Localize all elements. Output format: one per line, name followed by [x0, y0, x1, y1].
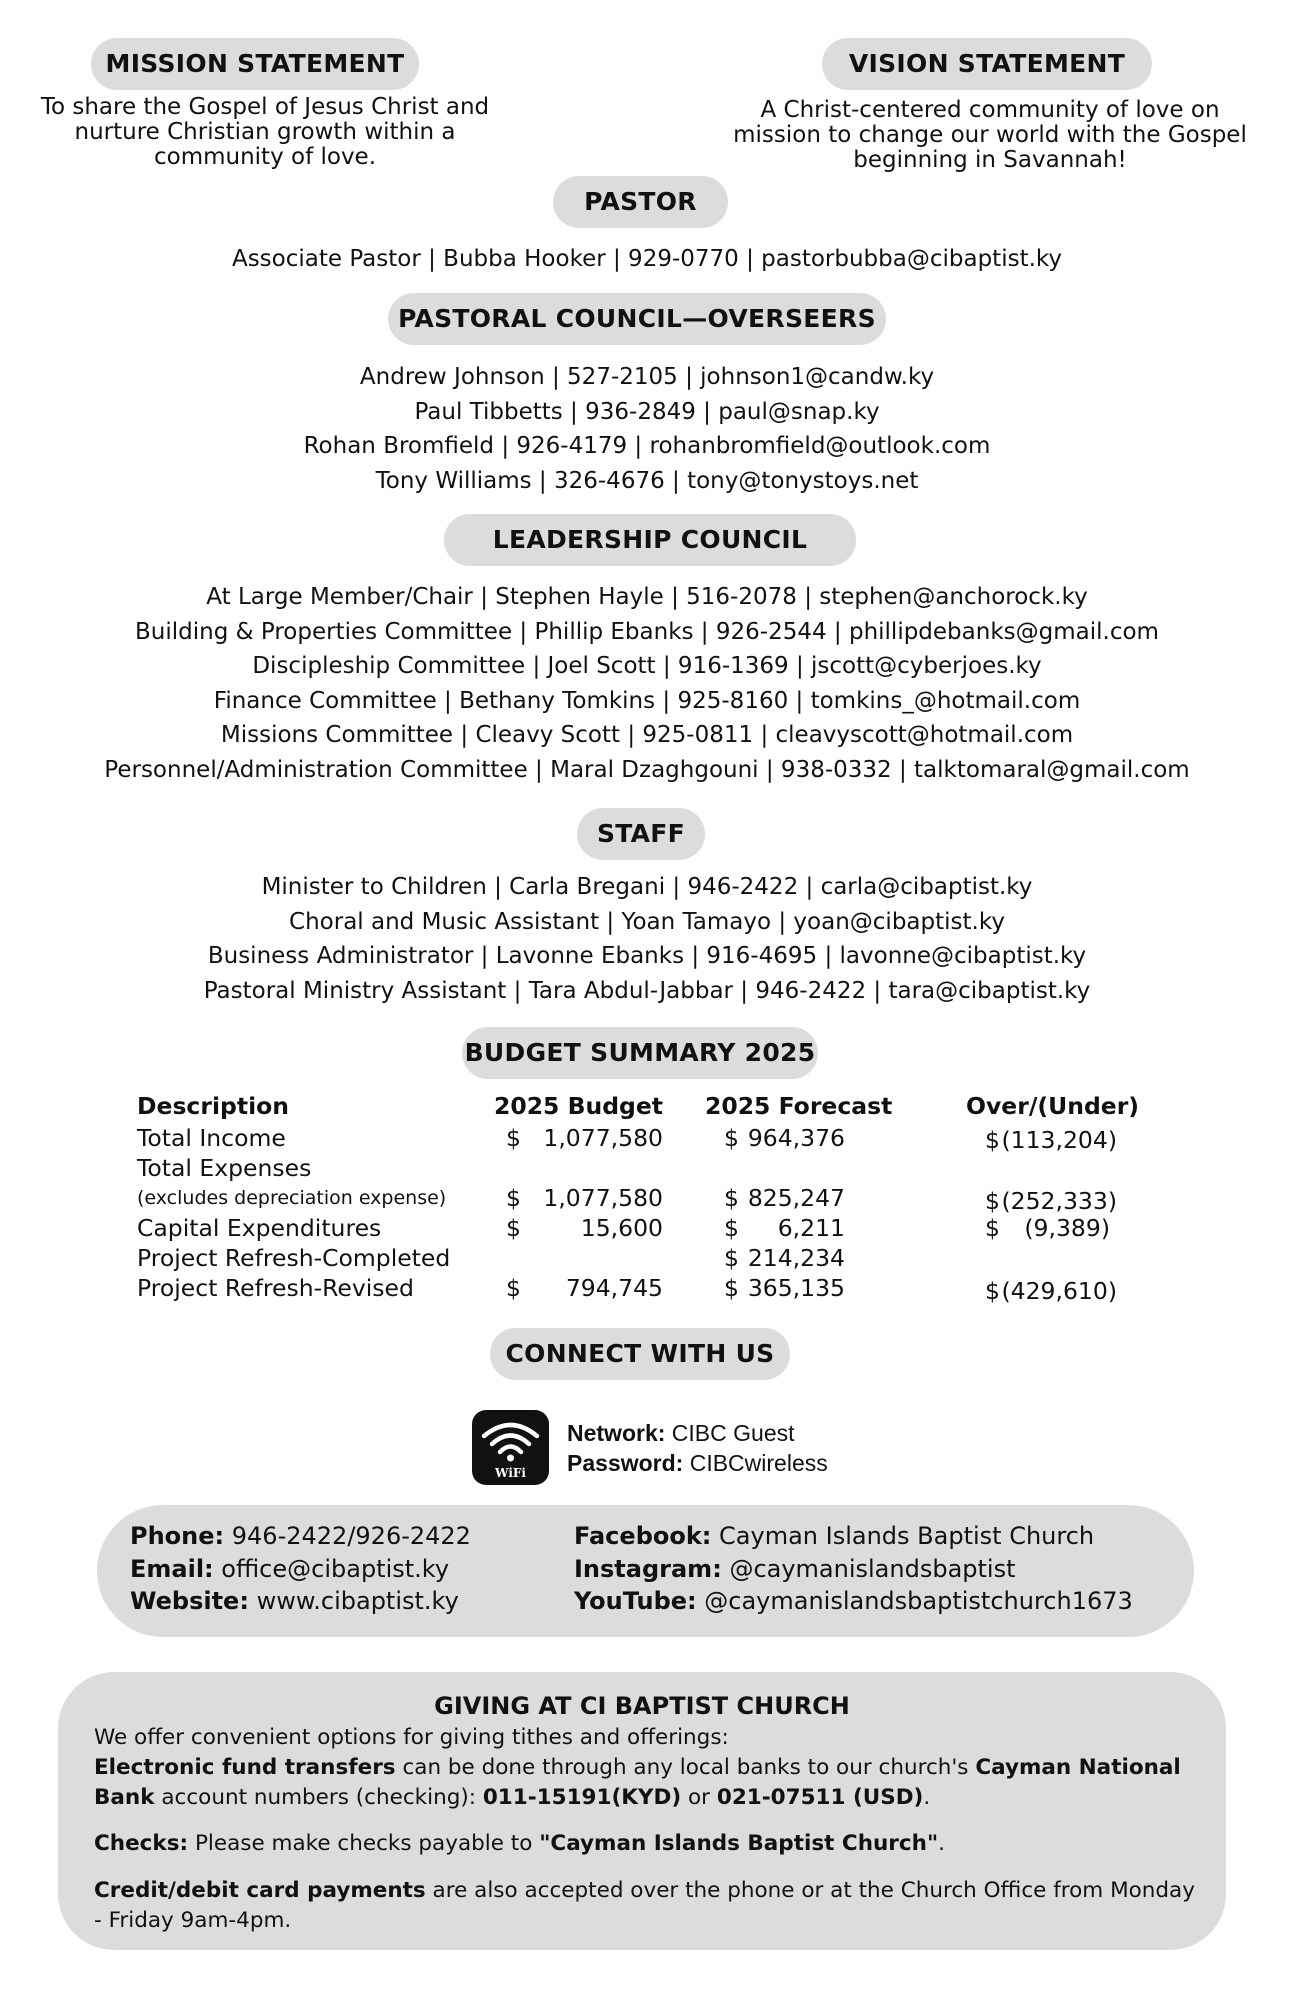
forecast-value: 365,135: [747, 1274, 845, 1302]
mission-line: community of love.: [153, 144, 377, 170]
mission-text: [20, 95, 510, 170]
contact-left-column: [130, 1520, 471, 1618]
checks-label: Checks:: [94, 1831, 189, 1856]
forecast-currency: $: [724, 1184, 739, 1212]
password-value: CIBCwireless: [689, 1450, 828, 1476]
budget-value: 1,077,580: [543, 1184, 663, 1212]
checks-end: .: [938, 1831, 945, 1856]
eft-bank: Cayman National Bank: [94, 1755, 1181, 1810]
vision-heading: VISION STATEMENT: [822, 38, 1152, 90]
phone-label: Phone:: [130, 1522, 225, 1550]
vision-line: beginning in Savannah!: [853, 147, 1127, 173]
eft-or: or: [681, 1785, 717, 1810]
contact-right-column: [574, 1520, 1133, 1618]
forecast-currency: $: [724, 1124, 739, 1152]
youtube-label: YouTube:: [574, 1587, 697, 1615]
list-item: Business Administrator | Lavonne Ebanks | 916-4695 | lavonne@cibaptist.ky: [207, 943, 1087, 969]
card-label: Credit/debit card payments: [94, 1878, 426, 1903]
contact-website: [130, 1585, 471, 1618]
giving-checks: [94, 1829, 1204, 1859]
budget-header-row: [137, 1092, 1157, 1122]
eft-account-kyd: 011-15191(KYD): [482, 1785, 682, 1810]
giving-card: [94, 1876, 1204, 1936]
list-item: Andrew Johnson | 527-2105 | johnson1@candw.ky: [359, 364, 935, 390]
wifi-glyph-icon: [472, 1410, 549, 1485]
network-value: CIBC Guest: [671, 1420, 795, 1446]
over-value: (429,610): [1001, 1277, 1117, 1305]
instagram-link[interactable]: @caymanislandsbaptist: [729, 1554, 1016, 1583]
vision-text: [710, 98, 1270, 173]
list-item: Rohan Bromfield | 926-4179 | rohanbromfield@outlook.com: [303, 433, 991, 459]
budget-currency: $: [506, 1184, 521, 1212]
network-label: Network:: [567, 1420, 666, 1446]
over-value: (113,204): [1001, 1126, 1117, 1154]
table-row: [137, 1244, 1157, 1274]
pastor-section: [0, 242, 1294, 277]
budget-currency: $: [506, 1214, 521, 1242]
mission-heading: MISSION STATEMENT: [91, 38, 419, 90]
over-currency: $: [985, 1277, 1000, 1305]
vision-line: mission to change our world with the Gospel: [733, 122, 1247, 148]
budget-desc: Capital Expenditures: [137, 1214, 382, 1242]
budget-desc: Project Refresh-Revised: [137, 1274, 414, 1302]
table-row: [137, 1274, 1157, 1304]
forecast-value: 214,234: [747, 1244, 845, 1272]
over-currency: $: [985, 1214, 1000, 1242]
staff-heading: STAFF: [577, 808, 705, 860]
leadership-council-heading: LEADERSHIP COUNCIL: [444, 514, 856, 566]
contact-facebook: [574, 1520, 1133, 1553]
list-item: Choral and Music Assistant | Yoan Tamayo | yoan@cibaptist.ky: [289, 908, 1005, 935]
wifi-icon-label: WiFi: [495, 1466, 526, 1480]
wifi-network: [567, 1418, 828, 1448]
list-item: Finance Committee | Bethany Tomkins | 925-8160 | tomkins_@hotmail.com: [213, 687, 1081, 714]
card-text: are also accepted over the phone or at the Church Office from Monday - Friday 9am-4pm.: [94, 1878, 1195, 1933]
forecast-currency: $: [724, 1274, 739, 1302]
list-item: Missions Committee | Cleavy Scott | 925-0811 | cleavyscott@hotmail.com: [220, 722, 1074, 748]
giving-box: [58, 1672, 1226, 1950]
list-item: Discipleship Committee | Joel Scott | 916-1369 | jscott@cyberjoes.ky: [252, 653, 1042, 679]
forecast-currency: $: [724, 1244, 739, 1272]
budget-currency: $: [506, 1124, 521, 1152]
budget-desc: Project Refresh-Completed: [137, 1244, 451, 1272]
phone-value[interactable]: 946-2422/926-2422: [231, 1522, 471, 1550]
budget-currency: $: [506, 1274, 521, 1302]
instagram-label: Instagram:: [574, 1554, 722, 1583]
email-link[interactable]: office@cibaptist.ky: [221, 1554, 450, 1583]
pastor-heading: PASTOR: [553, 176, 728, 228]
contact-phone: [130, 1520, 471, 1553]
youtube-link[interactable]: @caymanislandsbaptistchurch1673: [704, 1587, 1133, 1615]
budget-col-over: Over/(Under): [966, 1092, 1140, 1120]
password-label: Password:: [567, 1450, 684, 1476]
budget-value: 794,745: [565, 1274, 663, 1302]
over-value: (252,333): [1001, 1187, 1117, 1215]
contact-box: [97, 1505, 1194, 1637]
contact-email: [130, 1553, 471, 1586]
giving-heading: GIVING AT CI BAPTIST CHURCH: [434, 1692, 850, 1720]
list-item: Building & Properties Committee | Phillip Ebanks | 926-2544 | phillipdebanks@gmail.com: [135, 618, 1159, 645]
facebook-link[interactable]: Cayman Islands Baptist Church: [719, 1522, 1095, 1550]
budget-value: 15,600: [580, 1214, 663, 1242]
contact-instagram: [574, 1553, 1133, 1586]
over-currency: $: [985, 1187, 1000, 1215]
website-label: Website:: [130, 1587, 249, 1615]
eft-text: can be done through any local banks to our church's: [395, 1755, 976, 1780]
budget-desc: Total Expenses: [137, 1154, 312, 1182]
budget-col-description: Description: [137, 1092, 289, 1120]
connect-heading: CONNECT WITH US: [490, 1328, 790, 1380]
eft-text-2: account numbers (checking):: [154, 1785, 483, 1810]
list-item: Tony Williams | 326-4676 | tony@tonystoys.net: [375, 467, 919, 494]
over-value: (9,389): [1024, 1214, 1110, 1242]
checks-text: Please make checks payable to: [188, 1831, 540, 1856]
eft-end: .: [923, 1785, 931, 1810]
pastoral-council-heading: PASTORAL COUNCIL—OVERSEERS: [388, 293, 886, 345]
wifi-password: [567, 1448, 828, 1478]
mission-line: nurture Christian growth within a: [74, 119, 456, 145]
vision-line: A Christ-centered community of love on: [760, 97, 1220, 123]
email-label: Email:: [130, 1554, 214, 1583]
mission-line: To share the Gospel of Jesus Christ and: [40, 94, 490, 120]
wifi-icon: [472, 1410, 549, 1485]
budget-note: (excludes depreciation expense): [137, 1187, 447, 1209]
table-row: [137, 1154, 1157, 1214]
checks-payee: "Cayman Islands Baptist Church": [539, 1831, 939, 1856]
forecast-currency: $: [724, 1214, 739, 1242]
list-item: Pastoral Ministry Assistant | Tara Abdul-Jabbar | 946-2422 | tara@cibaptist.ky: [203, 977, 1091, 1004]
forecast-value: 6,211: [777, 1214, 845, 1242]
contact-youtube: [574, 1585, 1133, 1618]
staff-list: [0, 870, 1294, 1008]
budget-desc: Total Income: [137, 1124, 286, 1152]
eft-label: Electronic fund transfers: [94, 1755, 396, 1780]
wifi-details: [567, 1418, 828, 1478]
eft-account-usd: 021-07511 (USD): [716, 1785, 924, 1810]
giving-intro: We offer convenient options for giving tithes and offerings:: [94, 1725, 729, 1750]
list-item: Personnel/Administration Committee | Maral Dzaghgouni | 938-0332 | talktomaral@gmail.com: [104, 756, 1190, 783]
forecast-value: 964,376: [747, 1124, 845, 1152]
over-currency: $: [985, 1126, 1000, 1154]
pastoral-council-list: [0, 360, 1294, 498]
giving-eft: [94, 1753, 1204, 1813]
budget-col-budget: 2025 Budget: [494, 1092, 664, 1120]
budget-col-forecast: 2025 Forecast: [705, 1092, 893, 1120]
list-item: At Large Member/Chair | Stephen Hayle | 516-2078 | stephen@anchorock.ky: [206, 584, 1088, 610]
leadership-council-list: [0, 580, 1294, 787]
table-row: [137, 1124, 1157, 1154]
facebook-label: Facebook:: [574, 1522, 712, 1550]
forecast-value: 825,247: [747, 1184, 845, 1212]
list-item: Minister to Children | Carla Bregani | 946-2422 | carla@cibaptist.ky: [261, 874, 1033, 900]
pastor-line: Associate Pastor | Bubba Hooker | 929-0770 | pastorbubba@cibaptist.ky: [231, 246, 1063, 272]
budget-heading: BUDGET SUMMARY 2025: [462, 1027, 818, 1079]
budget-value: 1,077,580: [543, 1124, 663, 1152]
table-row: [137, 1214, 1157, 1244]
website-link[interactable]: www.cibaptist.ky: [256, 1587, 459, 1615]
list-item: Paul Tibbetts | 936-2849 | paul@snap.ky: [414, 398, 880, 425]
